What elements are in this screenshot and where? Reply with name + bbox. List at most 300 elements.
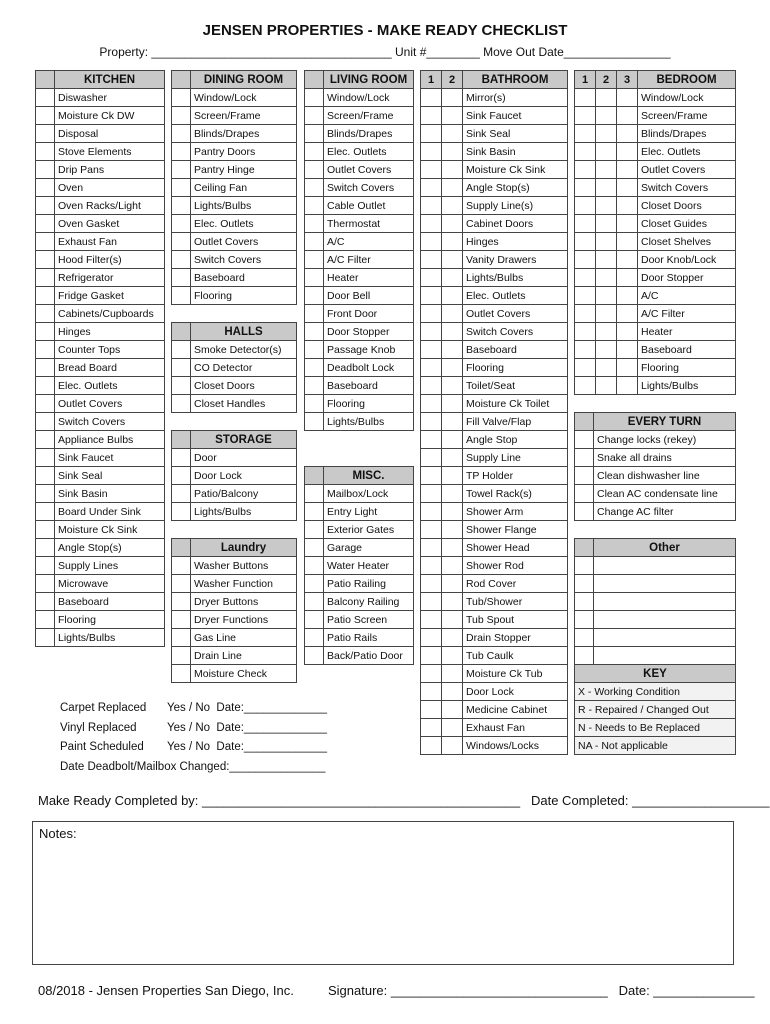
checkbox-cell[interactable]: [575, 503, 594, 521]
halls-header: HALLS: [191, 323, 297, 341]
checkbox-cell[interactable]: [36, 377, 55, 395]
checkbox-cell[interactable]: [442, 413, 463, 431]
kitchen-item: Disposal: [55, 125, 165, 143]
checkbox-cell[interactable]: [617, 179, 638, 197]
checkbox-cell[interactable]: [442, 719, 463, 737]
living-row: [305, 89, 414, 107]
checkbox-cell[interactable]: [305, 143, 324, 161]
checkbox-cell[interactable]: [305, 269, 324, 287]
checkbox-cell[interactable]: [575, 341, 596, 359]
replacement-section: [60, 702, 327, 780]
checkbox-cell[interactable]: [575, 89, 596, 107]
checkbox-cell[interactable]: [617, 125, 638, 143]
checkbox-cell[interactable]: [575, 251, 596, 269]
checkbox-cell[interactable]: [617, 161, 638, 179]
checkbox-cell[interactable]: [575, 611, 594, 629]
checkbox-cell[interactable]: [305, 395, 324, 413]
dining-item: Blinds/Drapes: [191, 125, 297, 143]
checkbox-cell[interactable]: [305, 323, 324, 341]
checkbox-cell[interactable]: [36, 341, 55, 359]
checkbox-cell[interactable]: [172, 629, 191, 647]
checkbox-cell[interactable]: [421, 683, 442, 701]
checkbox-cell[interactable]: [36, 143, 55, 161]
checkbox-cell[interactable]: [575, 269, 596, 287]
checkbox-cell[interactable]: [617, 197, 638, 215]
checkbox-cell[interactable]: [421, 215, 442, 233]
checkbox-cell[interactable]: [575, 449, 594, 467]
checkbox-cell[interactable]: [36, 485, 55, 503]
checkbox-cell[interactable]: [421, 413, 442, 431]
checkbox-cell[interactable]: [596, 287, 617, 305]
checkbox-cell[interactable]: [305, 521, 324, 539]
kitchen-row: [36, 233, 165, 251]
every-turn-item: Change locks (rekey): [594, 431, 736, 449]
misc-row: [305, 485, 414, 503]
checkbox-cell[interactable]: [596, 161, 617, 179]
checkbox-cell[interactable]: [36, 593, 55, 611]
checkbox-cell[interactable]: [421, 485, 442, 503]
checkbox-cell[interactable]: [172, 665, 191, 683]
checkbox-cell[interactable]: [172, 593, 191, 611]
checkbox-cell[interactable]: [172, 467, 191, 485]
checkbox-cell[interactable]: [596, 143, 617, 161]
checkbox-cell[interactable]: [36, 233, 55, 251]
checkbox-cell[interactable]: [421, 305, 442, 323]
bathroom-row: [421, 305, 568, 323]
kitchen-item: Fridge Gasket: [55, 287, 165, 305]
checkbox-cell[interactable]: [421, 449, 442, 467]
checkbox-cell[interactable]: [596, 269, 617, 287]
checkbox-cell[interactable]: [575, 179, 596, 197]
checkbox-cell[interactable]: [172, 485, 191, 503]
checkbox-cell[interactable]: [172, 179, 191, 197]
living-item: A/C: [324, 233, 414, 251]
checkbox-cell[interactable]: [442, 485, 463, 503]
checkbox-cell[interactable]: [421, 359, 442, 377]
notes-box[interactable]: [32, 821, 734, 965]
checkbox-cell[interactable]: [421, 737, 442, 755]
checkbox-cell[interactable]: [305, 647, 324, 665]
checkbox-cell[interactable]: [575, 557, 594, 575]
bathroom-row: [421, 611, 568, 629]
checkbox-cell[interactable]: [36, 89, 55, 107]
bathroom-row: [421, 197, 568, 215]
checkbox-cell[interactable]: [421, 323, 442, 341]
every-turn-row: [575, 449, 736, 467]
checkbox-cell[interactable]: [442, 233, 463, 251]
checkbox-cell[interactable]: [442, 269, 463, 287]
storage-row: [172, 467, 297, 485]
key-item: R - Repaired / Changed Out: [575, 701, 736, 719]
checkbox-cell[interactable]: [575, 593, 594, 611]
checkbox-cell[interactable]: [36, 125, 55, 143]
misc-header-check: [305, 467, 324, 485]
checkbox-cell[interactable]: [172, 377, 191, 395]
checkbox-cell[interactable]: [596, 305, 617, 323]
misc-row: [305, 611, 414, 629]
checkbox-cell[interactable]: [442, 557, 463, 575]
checkbox-cell[interactable]: [442, 215, 463, 233]
kitchen-item: Drip Pans: [55, 161, 165, 179]
checkbox-cell[interactable]: [421, 341, 442, 359]
checkbox-cell[interactable]: [172, 233, 191, 251]
checkbox-cell[interactable]: [442, 539, 463, 557]
paint-field[interactable]: Yes / No Date:_____________: [167, 741, 328, 753]
checkbox-cell[interactable]: [36, 431, 55, 449]
checkbox-cell[interactable]: [617, 359, 638, 377]
misc-body: [305, 467, 414, 665]
checkbox-cell[interactable]: [172, 449, 191, 467]
bedroom-row: [575, 143, 736, 161]
checkbox-cell[interactable]: [172, 647, 191, 665]
checkbox-cell[interactable]: [442, 611, 463, 629]
checkbox-cell[interactable]: [305, 179, 324, 197]
checkbox-cell[interactable]: [617, 287, 638, 305]
checkbox-cell[interactable]: [617, 251, 638, 269]
checkbox-cell[interactable]: [421, 665, 442, 683]
checkbox-cell[interactable]: [421, 161, 442, 179]
halls-row: [172, 341, 297, 359]
checkbox-cell[interactable]: [172, 341, 191, 359]
checkbox-cell[interactable]: [36, 197, 55, 215]
checkbox-cell[interactable]: [421, 575, 442, 593]
bedroom-item: Outlet Covers: [638, 161, 736, 179]
living-row: [305, 395, 414, 413]
kitchen-row: [36, 143, 165, 161]
checkbox-cell[interactable]: [617, 89, 638, 107]
checkbox-cell[interactable]: [575, 431, 594, 449]
other-item: [594, 629, 736, 647]
checkbox-cell[interactable]: [442, 683, 463, 701]
checkbox-cell[interactable]: [305, 197, 324, 215]
checkbox-cell[interactable]: [421, 269, 442, 287]
checkbox-cell[interactable]: [305, 377, 324, 395]
checkbox-cell[interactable]: [172, 395, 191, 413]
bedroom-row: [575, 323, 736, 341]
kitchen-row: [36, 89, 165, 107]
checkbox-cell[interactable]: [172, 161, 191, 179]
checkbox-cell[interactable]: [36, 539, 55, 557]
checkbox-cell[interactable]: [305, 575, 324, 593]
checkbox-cell[interactable]: [575, 125, 596, 143]
checkbox-cell[interactable]: [36, 215, 55, 233]
checkbox-cell[interactable]: [305, 539, 324, 557]
dining-row: [172, 287, 297, 305]
checkbox-cell[interactable]: [575, 647, 594, 665]
vinyl-field[interactable]: Yes / No Date:_____________: [167, 721, 328, 734]
checkbox-cell[interactable]: [596, 125, 617, 143]
kitchen-row: [36, 107, 165, 125]
checkbox-cell[interactable]: [421, 143, 442, 161]
bathroom-item: Moisture Ck Tub: [463, 665, 568, 683]
make-ready-line[interactable]: Make Ready Completed by: ____________________________________________ Date Completed: ___________________: [38, 793, 770, 808]
checkbox-cell[interactable]: [172, 359, 191, 377]
checkbox-cell[interactable]: [36, 575, 55, 593]
checkbox-cell[interactable]: [617, 215, 638, 233]
checkbox-cell[interactable]: [305, 611, 324, 629]
checkbox-cell[interactable]: [442, 161, 463, 179]
laundry-item: Washer Function: [191, 575, 297, 593]
checkbox-cell[interactable]: [172, 125, 191, 143]
checkbox-cell[interactable]: [617, 305, 638, 323]
checkbox-cell[interactable]: [617, 323, 638, 341]
checkbox-cell[interactable]: [442, 341, 463, 359]
checkbox-cell[interactable]: [442, 395, 463, 413]
kitchen-row: [36, 557, 165, 575]
checkbox-cell[interactable]: [305, 287, 324, 305]
bedroom-row: [575, 269, 736, 287]
checkbox-cell[interactable]: [172, 269, 191, 287]
checkbox-cell[interactable]: [421, 395, 442, 413]
checkbox-cell[interactable]: [617, 233, 638, 251]
checkbox-cell[interactable]: [617, 377, 638, 395]
checkbox-cell[interactable]: [596, 107, 617, 125]
kitchen-row: [36, 629, 165, 647]
checkbox-cell[interactable]: [421, 233, 442, 251]
checkbox-cell[interactable]: [442, 737, 463, 755]
checkbox-cell[interactable]: [305, 413, 324, 431]
checkbox-cell[interactable]: [421, 521, 442, 539]
checkbox-cell[interactable]: [36, 413, 55, 431]
checkbox-cell[interactable]: [421, 719, 442, 737]
signature-line[interactable]: Signature: ______________________________ Date: ______________: [328, 983, 755, 998]
checkbox-cell[interactable]: [36, 161, 55, 179]
misc-item: Patio Screen: [324, 611, 414, 629]
checkbox-cell[interactable]: [305, 485, 324, 503]
checkbox-cell[interactable]: [421, 557, 442, 575]
kitchen-row: [36, 575, 165, 593]
bathroom-item: Hinges: [463, 233, 568, 251]
checkbox-cell[interactable]: [172, 215, 191, 233]
checkbox-cell[interactable]: [421, 503, 442, 521]
checkbox-cell[interactable]: [596, 323, 617, 341]
dining-header-check: [172, 71, 191, 89]
bedroom-row: [575, 179, 736, 197]
checkbox-cell[interactable]: [305, 89, 324, 107]
checkbox-cell[interactable]: [305, 215, 324, 233]
checkbox-cell[interactable]: [305, 251, 324, 269]
checkbox-cell[interactable]: [442, 377, 463, 395]
checkbox-cell[interactable]: [172, 197, 191, 215]
checkbox-cell[interactable]: [172, 107, 191, 125]
checkbox-cell[interactable]: [442, 179, 463, 197]
every-turn-item: Clean dishwasher line: [594, 467, 736, 485]
checkbox-cell[interactable]: [442, 575, 463, 593]
checkbox-cell[interactable]: [575, 359, 596, 377]
checkbox-cell[interactable]: [596, 377, 617, 395]
checkbox-cell[interactable]: [442, 305, 463, 323]
checkbox-cell[interactable]: [36, 305, 55, 323]
dining-table: [171, 70, 297, 305]
checkbox-cell[interactable]: [172, 89, 191, 107]
checkbox-cell[interactable]: [596, 89, 617, 107]
misc-item: Back/Patio Door: [324, 647, 414, 665]
checkbox-cell[interactable]: [305, 125, 324, 143]
checkbox-cell[interactable]: [442, 197, 463, 215]
checkbox-cell[interactable]: [442, 467, 463, 485]
checkbox-cell[interactable]: [36, 521, 55, 539]
bathroom-row: [421, 323, 568, 341]
checkbox-cell[interactable]: [421, 125, 442, 143]
checkbox-cell[interactable]: [172, 611, 191, 629]
checkbox-cell[interactable]: [617, 143, 638, 161]
checkbox-cell[interactable]: [442, 431, 463, 449]
bedroom-row: [575, 341, 736, 359]
checkbox-cell[interactable]: [575, 233, 596, 251]
checkbox-cell[interactable]: [575, 629, 594, 647]
checkbox-cell[interactable]: [36, 503, 55, 521]
checkbox-cell[interactable]: [172, 143, 191, 161]
checkbox-cell[interactable]: [36, 557, 55, 575]
checkbox-cell[interactable]: [36, 611, 55, 629]
property-line[interactable]: Property: ____________________________________ Unit #________ Move Out Date________________: [99, 45, 671, 59]
checkbox-cell[interactable]: [442, 629, 463, 647]
checkbox-cell[interactable]: [596, 215, 617, 233]
checkbox-cell[interactable]: [421, 197, 442, 215]
checkbox-cell[interactable]: [421, 107, 442, 125]
checkbox-cell[interactable]: [596, 233, 617, 251]
checkbox-cell[interactable]: [172, 503, 191, 521]
deadbolt-row[interactable]: Date Deadbolt/Mailbox Changed:_______________: [60, 760, 326, 773]
checkbox-cell[interactable]: [172, 575, 191, 593]
checkbox-cell[interactable]: [617, 107, 638, 125]
checkbox-cell[interactable]: [421, 611, 442, 629]
checkbox-cell[interactable]: [421, 431, 442, 449]
checkbox-cell[interactable]: [305, 593, 324, 611]
bathroom-row: [421, 395, 568, 413]
checkbox-cell[interactable]: [442, 323, 463, 341]
checkbox-cell[interactable]: [596, 251, 617, 269]
checkbox-cell[interactable]: [36, 629, 55, 647]
checkbox-cell[interactable]: [36, 467, 55, 485]
living-row: [305, 269, 414, 287]
checkbox-cell[interactable]: [305, 161, 324, 179]
bathroom-item: Sink Faucet: [463, 107, 568, 125]
storage-header: STORAGE: [191, 431, 297, 449]
checkbox-cell[interactable]: [421, 251, 442, 269]
checkbox-cell[interactable]: [305, 503, 324, 521]
checkbox-cell[interactable]: [421, 179, 442, 197]
bathroom-row: [421, 107, 568, 125]
kitchen-header-check: [36, 71, 55, 89]
checkbox-cell[interactable]: [575, 161, 596, 179]
checkbox-cell[interactable]: [442, 701, 463, 719]
checkbox-cell[interactable]: [36, 251, 55, 269]
kitchen-row: [36, 539, 165, 557]
checkbox-cell[interactable]: [305, 557, 324, 575]
checkbox-cell[interactable]: [575, 197, 596, 215]
other-item: [594, 647, 736, 665]
checkbox-cell[interactable]: [421, 539, 442, 557]
checkbox-cell[interactable]: [305, 233, 324, 251]
carpet-field[interactable]: Yes / No Date:_____________: [167, 702, 328, 714]
checkbox-cell[interactable]: [421, 467, 442, 485]
checkbox-cell[interactable]: [305, 107, 324, 125]
checkbox-cell[interactable]: [442, 143, 463, 161]
storage-row: [172, 503, 297, 521]
bedroom-row: [575, 287, 736, 305]
laundry-header: Laundry: [191, 539, 297, 557]
kitchen-item: Elec. Outlets: [55, 377, 165, 395]
checkbox-cell[interactable]: [596, 197, 617, 215]
checkbox-cell[interactable]: [172, 287, 191, 305]
checkbox-cell[interactable]: [442, 107, 463, 125]
checkbox-cell[interactable]: [575, 215, 596, 233]
bathroom-row: [421, 359, 568, 377]
bathroom-item: Door Lock: [463, 683, 568, 701]
checkbox-cell[interactable]: [442, 251, 463, 269]
checkbox-cell[interactable]: [421, 593, 442, 611]
bedroom-col-1: 1: [575, 71, 596, 89]
checkbox-cell[interactable]: [575, 377, 596, 395]
dining-row: [172, 197, 297, 215]
checkbox-cell[interactable]: [36, 269, 55, 287]
checkbox-cell[interactable]: [575, 485, 594, 503]
checkbox-cell[interactable]: [172, 557, 191, 575]
checkbox-cell[interactable]: [442, 593, 463, 611]
checkbox-cell[interactable]: [575, 467, 594, 485]
checkbox-cell[interactable]: [305, 629, 324, 647]
checkbox-cell[interactable]: [575, 143, 596, 161]
misc-item: Water Heater: [324, 557, 414, 575]
checkbox-cell[interactable]: [305, 305, 324, 323]
checkbox-cell[interactable]: [421, 629, 442, 647]
bathroom-row: [421, 647, 568, 665]
checkbox-cell[interactable]: [617, 341, 638, 359]
checkbox-cell[interactable]: [36, 287, 55, 305]
checkbox-cell[interactable]: [596, 179, 617, 197]
checkbox-cell[interactable]: [305, 359, 324, 377]
checkbox-cell[interactable]: [36, 359, 55, 377]
checkbox-cell[interactable]: [575, 323, 596, 341]
checkbox-cell[interactable]: [36, 107, 55, 125]
checkbox-cell[interactable]: [442, 359, 463, 377]
checkbox-cell[interactable]: [442, 287, 463, 305]
checkbox-cell[interactable]: [442, 503, 463, 521]
bedroom-body: [575, 71, 736, 395]
bedroom-item: Closet Guides: [638, 215, 736, 233]
checkbox-cell[interactable]: [442, 521, 463, 539]
checkbox-cell[interactable]: [575, 305, 596, 323]
checkbox-cell[interactable]: [442, 89, 463, 107]
checkbox-cell[interactable]: [442, 449, 463, 467]
checkbox-cell[interactable]: [575, 287, 596, 305]
checkbox-cell[interactable]: [36, 179, 55, 197]
checkbox-cell[interactable]: [421, 701, 442, 719]
checkbox-cell[interactable]: [442, 125, 463, 143]
checkbox-cell[interactable]: [421, 89, 442, 107]
checkbox-cell[interactable]: [421, 647, 442, 665]
checkbox-cell[interactable]: [575, 107, 596, 125]
checkbox-cell[interactable]: [596, 341, 617, 359]
checkbox-cell[interactable]: [305, 341, 324, 359]
checkbox-cell[interactable]: [36, 449, 55, 467]
checkbox-cell[interactable]: [421, 377, 442, 395]
checkbox-cell[interactable]: [442, 647, 463, 665]
living-row: [305, 197, 414, 215]
bathroom-row: [421, 89, 568, 107]
checkbox-cell[interactable]: [172, 251, 191, 269]
halls-row: [172, 395, 297, 413]
checkbox-cell[interactable]: [36, 395, 55, 413]
checkbox-cell[interactable]: [36, 323, 55, 341]
living-row: [305, 125, 414, 143]
checkbox-cell[interactable]: [421, 287, 442, 305]
checkbox-cell[interactable]: [442, 665, 463, 683]
checkbox-cell[interactable]: [596, 359, 617, 377]
checkbox-cell[interactable]: [575, 575, 594, 593]
checkbox-cell[interactable]: [617, 269, 638, 287]
